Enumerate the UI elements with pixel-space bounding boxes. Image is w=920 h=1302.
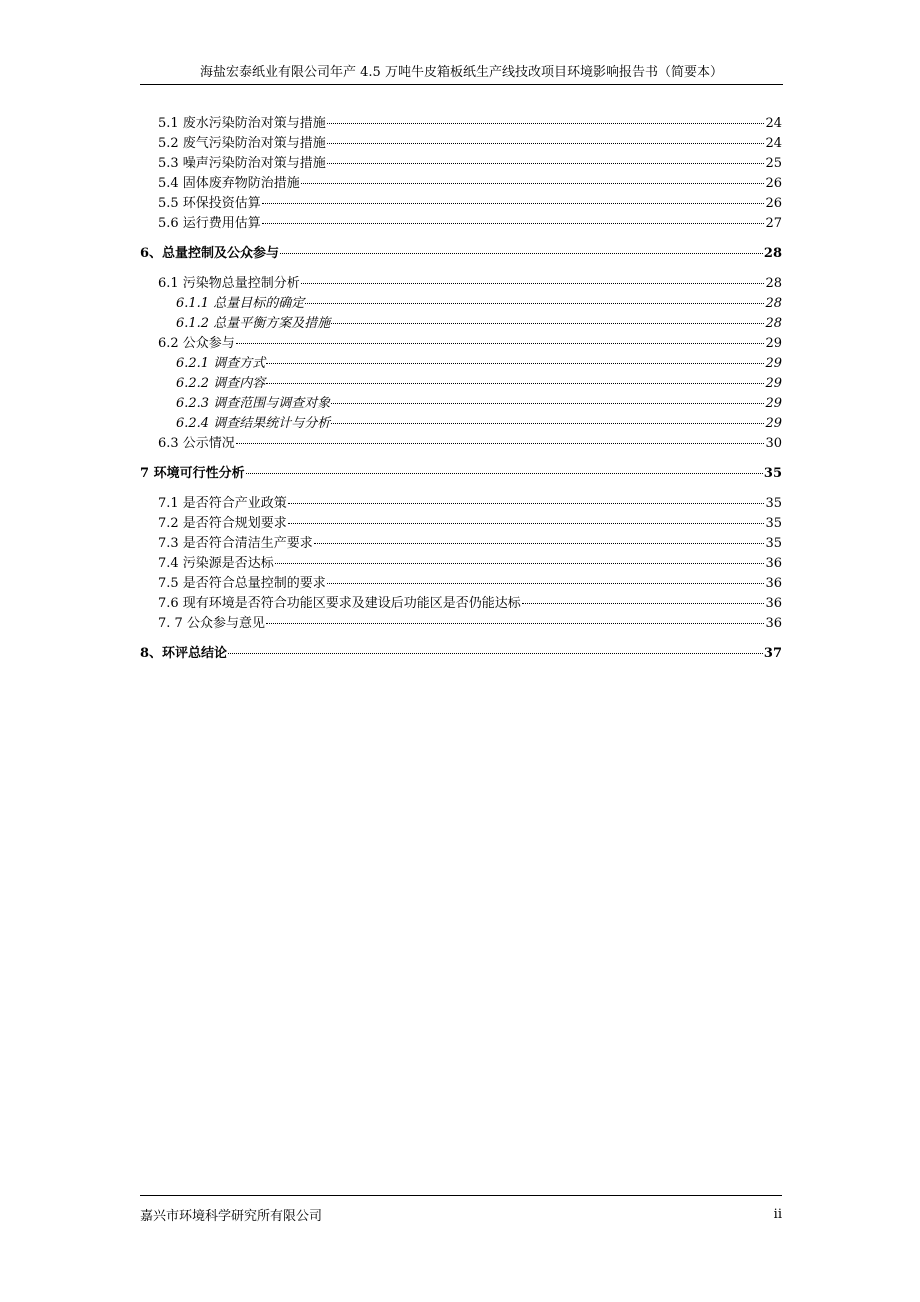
toc-entry-title: 7.4 污染源是否达标 <box>158 556 274 571</box>
toc-entry-title: 7.6 现有环境是否符合功能区要求及建设后功能区是否仍能达标 <box>158 596 521 611</box>
toc-entry-title: 5.2 废气污染防治对策与措施 <box>158 136 326 151</box>
toc-entry-page: 26 <box>765 176 782 191</box>
toc-entry-title: 7.5 是否符合总量控制的要求 <box>158 576 326 591</box>
toc-entry[interactable] <box>140 394 782 414</box>
toc-entry-page: 36 <box>765 616 782 631</box>
toc-entry[interactable] <box>140 194 782 214</box>
toc-entry-page: 28 <box>763 246 782 261</box>
toc-entry[interactable] <box>140 314 782 334</box>
toc-dot-leader <box>266 383 764 384</box>
toc-entry[interactable] <box>140 494 782 514</box>
toc-entry[interactable] <box>140 294 782 314</box>
toc-entry-page: 24 <box>765 116 782 131</box>
toc-entry-title: 6.1.2 总量平衡方案及措施 <box>176 316 331 331</box>
toc-entry-page: 28 <box>765 276 782 291</box>
toc-entry-title: 6.1.1 总量目标的确定 <box>176 296 305 311</box>
toc-entry-title: 5.5 环保投资估算 <box>158 196 261 211</box>
toc-entry[interactable] <box>140 114 782 134</box>
toc-entry-title: 5.6 运行费用估算 <box>158 216 261 231</box>
toc-entry-title: 7.1 是否符合产业政策 <box>158 496 287 511</box>
toc-entry-title: 5.3 噪声污染防治对策与措施 <box>158 156 326 171</box>
toc-dot-leader <box>262 203 765 204</box>
toc-entry[interactable] <box>140 154 782 174</box>
toc-entry[interactable] <box>140 614 782 634</box>
toc-entry[interactable] <box>140 534 782 554</box>
toc-entry-title: 7.3 是否符合清洁生产要求 <box>158 536 313 551</box>
toc-dot-leader <box>288 523 765 524</box>
toc-entry[interactable] <box>140 434 782 454</box>
toc-entry-page: 26 <box>765 196 782 211</box>
toc-entry-page: 36 <box>765 596 782 611</box>
toc-entry-title: 5.4 固体废弃物防治措施 <box>158 176 300 191</box>
toc-entry-page: 28 <box>765 316 782 331</box>
toc-dot-leader <box>266 363 764 364</box>
toc-dot-leader <box>236 343 765 344</box>
toc-entry-page: 29 <box>765 416 782 431</box>
toc-entry-title: 6.2.3 调查范围与调查对象 <box>176 396 331 411</box>
toc-dot-leader <box>522 603 765 604</box>
toc-entry-page: 29 <box>765 336 782 351</box>
toc-entry-page: 29 <box>765 376 782 391</box>
footer-organization: 嘉兴市环境科学研究所有限公司 <box>140 1209 323 1224</box>
toc-entry-page: 29 <box>765 396 782 411</box>
toc-entry-page: 25 <box>765 156 782 171</box>
toc-dot-leader <box>301 183 765 184</box>
toc-entry-page: 35 <box>765 496 782 511</box>
toc-entry-page: 24 <box>765 136 782 151</box>
toc-entry-page: 36 <box>765 576 782 591</box>
toc-dot-leader <box>275 563 765 564</box>
toc-entry-page: 35 <box>765 536 782 551</box>
footer-page-number: ii <box>773 1207 782 1222</box>
toc-entry[interactable] <box>140 334 782 354</box>
toc-dot-leader <box>305 303 764 304</box>
toc-entry[interactable] <box>140 244 782 264</box>
toc-dot-leader <box>262 223 765 224</box>
toc-dot-leader <box>280 253 763 254</box>
toc-entry[interactable] <box>140 594 782 614</box>
toc-entry-page: 37 <box>763 646 782 661</box>
toc-dot-leader <box>327 123 765 124</box>
toc-dot-leader <box>288 503 765 504</box>
toc-entry[interactable] <box>140 214 782 234</box>
page-header-title: 海盐宏泰纸业有限公司年产 4.5 万吨牛皮箱板纸生产线技改项目环境影响报告书（简要本） <box>200 65 723 80</box>
toc-entry[interactable] <box>140 574 782 594</box>
toc-dot-leader <box>327 143 765 144</box>
header-divider <box>140 84 783 85</box>
toc-entry-title: 7 环境可行性分析 <box>140 466 245 481</box>
toc-dot-leader <box>327 163 765 164</box>
toc-entry-title: 6.2.1 调查方式 <box>176 356 266 371</box>
toc-entry-page: 36 <box>765 556 782 571</box>
toc-entry[interactable] <box>140 354 782 374</box>
toc-entry-title: 8、环评总结论 <box>140 646 228 661</box>
toc-entry[interactable] <box>140 174 782 194</box>
toc-entry-page: 29 <box>765 356 782 371</box>
toc-dot-leader <box>301 283 765 284</box>
toc-entry-title: 6.1 污染物总量控制分析 <box>158 276 300 291</box>
toc-dot-leader <box>331 323 764 324</box>
toc-dot-leader <box>246 473 763 474</box>
toc-dot-leader <box>327 583 765 584</box>
toc-entry-title: 7. 7 公众参与意见 <box>158 616 265 631</box>
toc-entry-page: 27 <box>765 216 782 231</box>
toc-entry-page: 30 <box>765 436 782 451</box>
toc-entry-title: 6.2.4 调查结果统计与分析 <box>176 416 331 431</box>
toc-dot-leader <box>331 423 764 424</box>
footer-divider <box>140 1195 782 1196</box>
toc-entry[interactable] <box>140 374 782 394</box>
toc-entry-page: 28 <box>765 296 782 311</box>
toc-entry[interactable] <box>140 414 782 434</box>
toc-dot-leader <box>266 623 765 624</box>
toc-entry-title: 5.1 废水污染防治对策与措施 <box>158 116 326 131</box>
toc-entry-page: 35 <box>763 466 782 481</box>
toc-dot-leader <box>331 403 764 404</box>
toc-dot-leader <box>228 653 763 654</box>
table-of-contents <box>140 114 782 664</box>
toc-entry-title: 6.3 公示情况 <box>158 436 235 451</box>
toc-entry-title: 6.2 公众参与 <box>158 336 235 351</box>
toc-entry[interactable] <box>140 464 782 484</box>
toc-entry[interactable] <box>140 644 782 664</box>
toc-entry-page: 35 <box>765 516 782 531</box>
toc-entry[interactable] <box>140 274 782 294</box>
toc-entry[interactable] <box>140 554 782 574</box>
toc-entry[interactable] <box>140 514 782 534</box>
toc-entry-title: 6、总量控制及公众参与 <box>140 246 280 261</box>
toc-entry[interactable] <box>140 134 782 154</box>
toc-entry-title: 7.2 是否符合规划要求 <box>158 516 287 531</box>
toc-dot-leader <box>236 443 765 444</box>
toc-dot-leader <box>314 543 765 544</box>
toc-entry-title: 6.2.2 调查内容 <box>176 376 266 391</box>
